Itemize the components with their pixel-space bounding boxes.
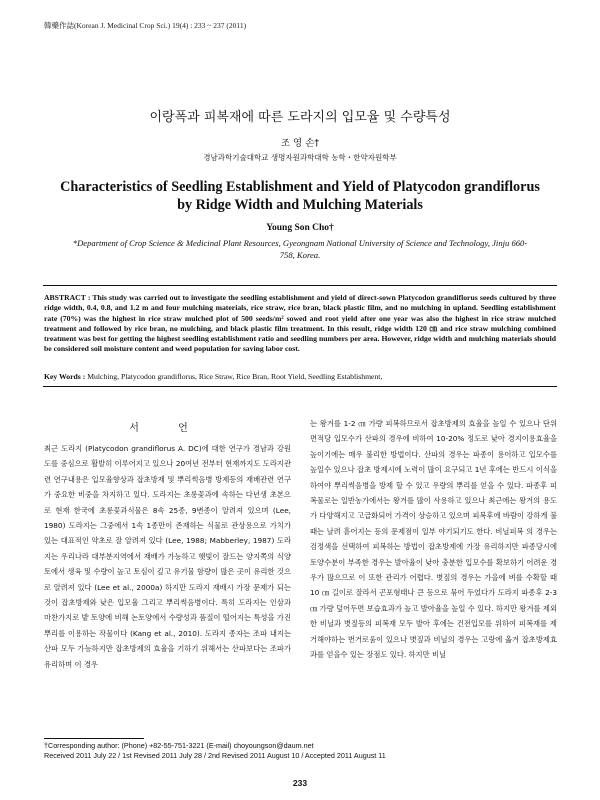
journal-citation: 韓藥作誌(Korean J. Medicinal Crop Sci.) 19(4) : 233 ~ 237 (2011) xyxy=(44,21,247,30)
keywords-label: Key Words : xyxy=(44,372,86,381)
footnote-rule xyxy=(44,738,144,739)
abstract-top-rule xyxy=(43,285,557,286)
footnote xyxy=(44,741,386,761)
english-author: Young Son Cho† xyxy=(266,223,334,233)
korean-title: 이랑폭과 피복재에 따른 도라지의 입모율 및 수량특성 xyxy=(149,110,451,125)
abstract-bottom-rule xyxy=(43,386,557,387)
section-heading-introduction: 서 언 xyxy=(129,423,206,434)
abstract: ABSTRACT : This study was carried out to investigate the seedling establishment and yield of direct-sown Platycodon grandiflorus seeds cultured by three ridge width, 0.4, 0.8, and 1.2 m and four mulching materials, rice straw, rice bran, black plastic film, and no mulching in upland. Seedling establishment rate (70%) was the highest in rice straw mulched plot of 500 seeds/m² sowed and root yield after one year was also the highest in rice straw mulched treatment and followed by rice bran, no mulching, and black plastic film treatment. In this result, ridge width 120 ㎝ and rice straw mulching combined treatment was best for getting the highest seedling establishment ratio and seedling numbers per area. However, ridge width and mulching materials should be considered soil moisture content and weed population for saving labor cost. xyxy=(44,293,556,354)
english-title-line-1: Characteristics of Seedling Establishment and Yield of Platycodon grandiflorus xyxy=(60,179,540,195)
intro-right-column: 는 왕겨를 1-2 ㎝ 가량 피복하므로서 잡초방제의 효율을 높일 수 있으나 단위면적당 입모수가 산파의 경우에 비하여 10-20% 정도로 낮아 경지이용효율을 높이기에는 매우 불리한 방법이다. 산파의 경우는 파종이 용이하고 입모수를 높일수 있으나 잡초 방제시에 노력이 많이 요구되고 1년 후에는 반드시 이식을 하여야 뿌리썩음병을 방제 할 수 있고 우량의 뿌리를 얻을 수 있다. 파종후 피복물로는 일반농가에서는 왕겨를 많이 사용하고 있으나 최근에는 왕겨의 용도가 다양해지고 고급화되어 가격이 상승하고 있으며 피복후에 바람이 강하게 불때는 날려 흩어지는 등의 문제점이 일부 야기되기도 한다. 비닐피복 의 경우는 검정색을 선택하여 피복하는 방법이 잡초방제에 가장 유리하지만 파종당시에 토양수분이 부족한 경우는 발아율이 낮아 충분한 입모수를 확보하기 어려운 경우가 많으므로 이 또한 관리가 어렵다. 볏짚의 경우는 가을에 벼를 수확할 때 10 ㎝ 길이로 잘라서 곤포형태나 큰 등으로 묶어 두었다가 도라지 파종후 2-3 ㎝ 가량 덮어두면 보습효과가 높고 발아율을 높일 수 있다. 하지만 왕겨를 제외한 비닐과 볏짚등의 피복재 모두 발아 후에는 건전입모를 위하여 피복재를 제거해야하는 번거로움이 있으나 볏짚과 비닐의 경우는 고랑에 옮겨 잡초방제효과를 얻을수 있는 장점도 있다. 하지만 비닐 xyxy=(310,419,557,660)
footnote-received-dates: Received 2011 July 22 / 1st Revised 2011 July 28 / 2nd Revised 2011 August 10 / Accepted 2011 August 11 xyxy=(44,751,386,760)
keywords xyxy=(44,372,556,382)
footnote-corresponding-author: †Corresponding author: (Phone) +82-55-751-3221 (E-mail) choyoungson@daum.net xyxy=(44,741,314,750)
english-title xyxy=(20,179,580,214)
korean-author: 조 영 손† xyxy=(280,138,320,149)
intro-left-column: 최근 도라지 (Platycodon grandiflorus A. DC)에 대한 연구가 경남과 강원도를 중심으로 활발히 이루어지고 있으나 20여년 전부터 현재까지도 도라지관련 연구내용은 입모율향상과 잡초방제 및 뿌리썩음병 방제등의 재배관련 연구가 중요한 비중을 차지하고 있다. 도라지는 초롱꽃과에 속하는 다년생 초본으로 현재 한국에 초롱꽃과식물은 8속 25종, 9변종이 알려져 있으며 (Lee, 1980) 도라지는 그중에서 1속 1종만이 존재하는 식물로 관상용으로 가치가 있는 대표적인 약초로 잘 알려져 있다 (Lee, 1988; Mabberley, 1987) 도라지는 우리나라 대부분지역에서 재배가 가능하고 햇빛이 잘드는 양지쪽의 식양토에서 생육 및 수량이 높고 토심이 깊고 유기물 함량이 많은 곳이 유리한 것으로 알려져 있다 (Lee et al., 2000a) 하지만 도라지 재배시 가장 문제가 되는 것이 잡초방제와 낮은 입모율 그리고 뿌리썩음병이다. 특히 도라지는 인삼과 마찬가지로 밭 토양에 비해 논토양에서 수량성과 품질이 떨어지는 특성을 가진 뿌리를 이용하는 작물이다 (Kang et al., 2010). 도라지 종자는 조파 내지는 산파 모두 가능하지만 잡초방제의 효율을 기하기 위해서는 산파보다는 조파가 유리하며 이 경우 xyxy=(44,444,291,669)
korean-affiliation: 경남과학기술대학교 생명자원과학대학 농학・한약자원학부 xyxy=(203,153,397,162)
english-affiliation: *Department of Crop Science & Medicinal Plant Resources, Gyeongnam National University of Science and Technology, Jinju 660-758, Korea. xyxy=(72,238,528,260)
keywords-list: Mulching, Platycodon grandiflorus, Rice Straw, Rice Bran, Root Yield, Seedling Establishment, xyxy=(87,372,383,381)
english-title-line-2: by Ridge Width and Mulching Materials xyxy=(177,196,423,213)
page-number: 233 xyxy=(292,778,308,788)
